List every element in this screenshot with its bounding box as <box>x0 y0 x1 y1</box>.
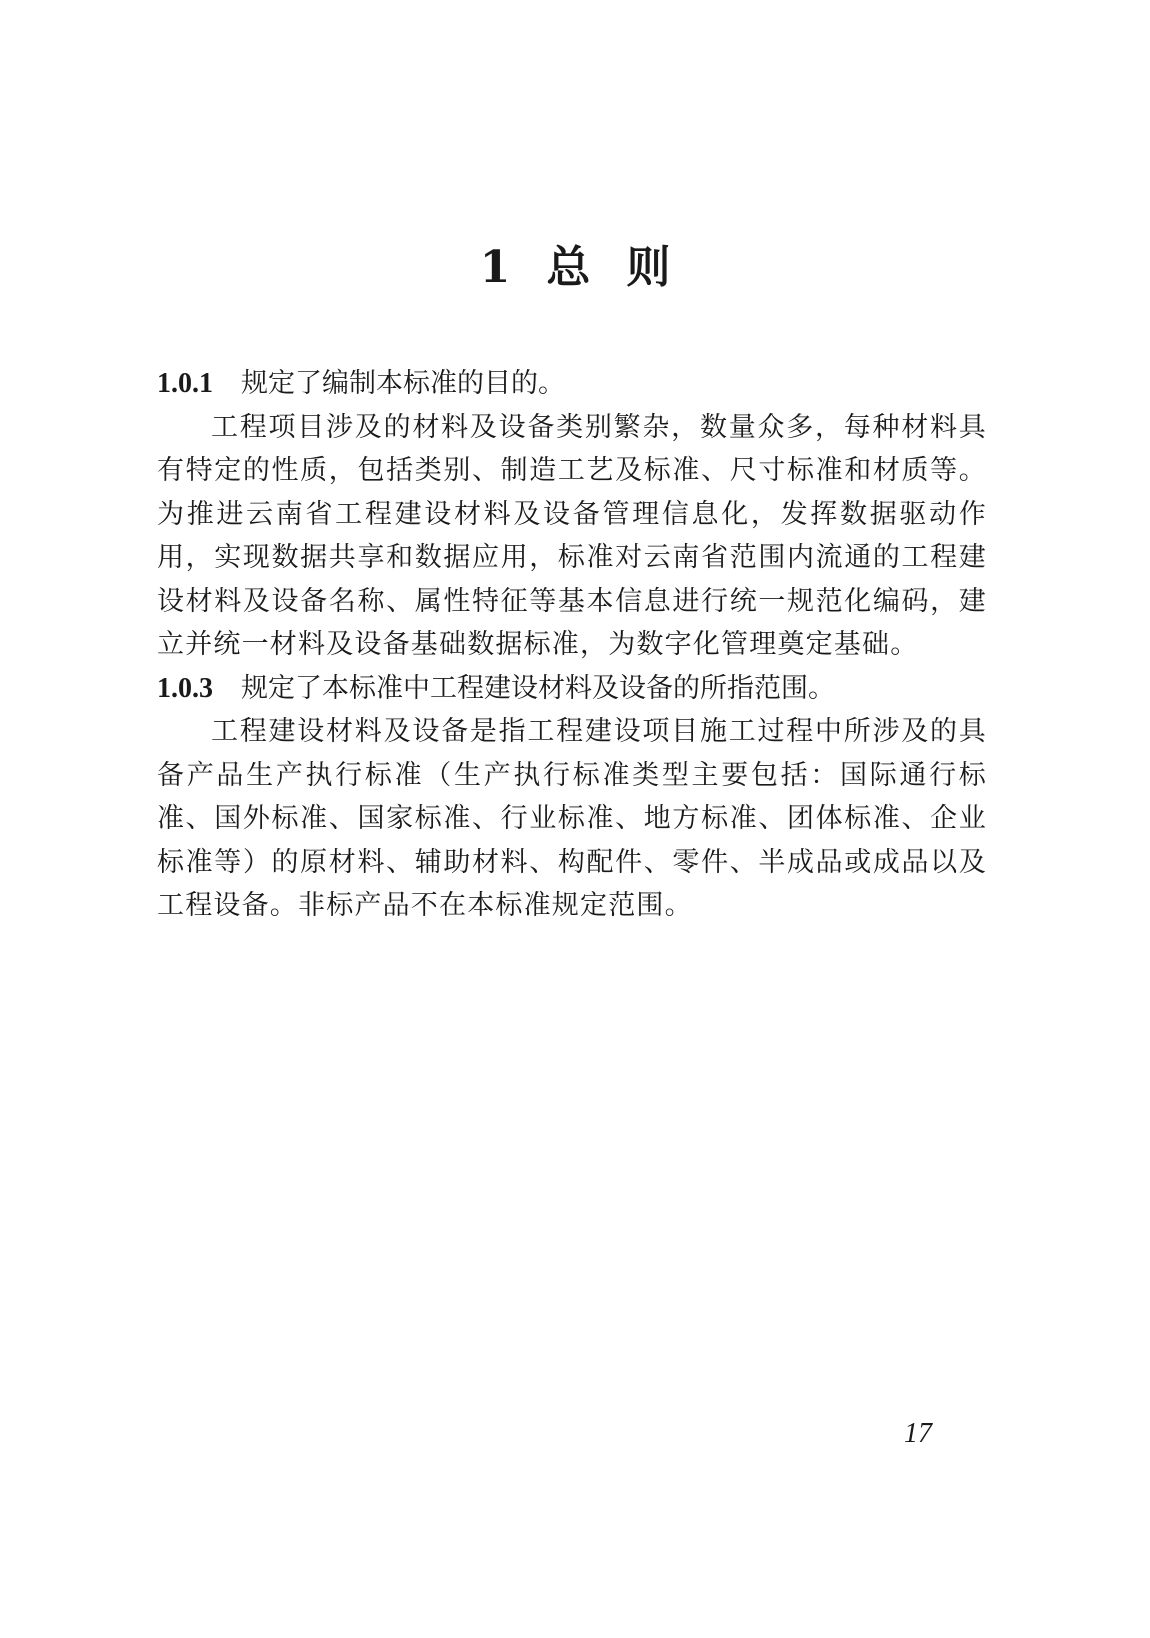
clause-heading-text: 规定了本标准中工程建设材料及设备的所指范围。 <box>241 672 835 704</box>
clause-number: 1.0.1 <box>157 368 213 399</box>
chapter-number: 1 <box>479 242 511 293</box>
chapter-content <box>157 362 987 928</box>
chapter-title-char-2: 则 <box>626 242 671 293</box>
clause-explanation: 工程项目涉及的材料及设备类别繁杂，数量众多，每种材料具有特定的性质，包括类别、制造工艺及标准、尺寸标准和材质等。为推进云南省工程建设材料及设备管理信息化，发挥数据驱动作用，实现数据共享和数据应用，标准对云南省范围内流通的工程建设材料及设备名称、属性特征等基本信息进行统一规范化编码，建立并统一材料及设备基础数据标准，为数字化管理奠定基础。 <box>157 411 987 660</box>
clause-heading <box>157 362 987 406</box>
chapter-title-char-1: 总 <box>546 242 591 293</box>
clause-explanation: 工程建设材料及设备是指工程建设项目施工过程中所涉及的具备产品生产执行标准（生产执行标准类型主要包括：国际通行标准、国外标准、国家标准、行业标准、地方标准、团体标准、企业标准等）的原材料、辅助材料、构配件、零件、半成品或成品以及工程设备。非标产品不在本标准规定范围。 <box>157 716 987 921</box>
clause-number: 1.0.3 <box>157 672 213 704</box>
chapter-title <box>0 238 1150 298</box>
clause-heading <box>157 667 987 711</box>
clause-heading-text: 规定了编制本标准的目的。 <box>241 368 565 399</box>
page-number: 17 <box>904 1418 932 1449</box>
